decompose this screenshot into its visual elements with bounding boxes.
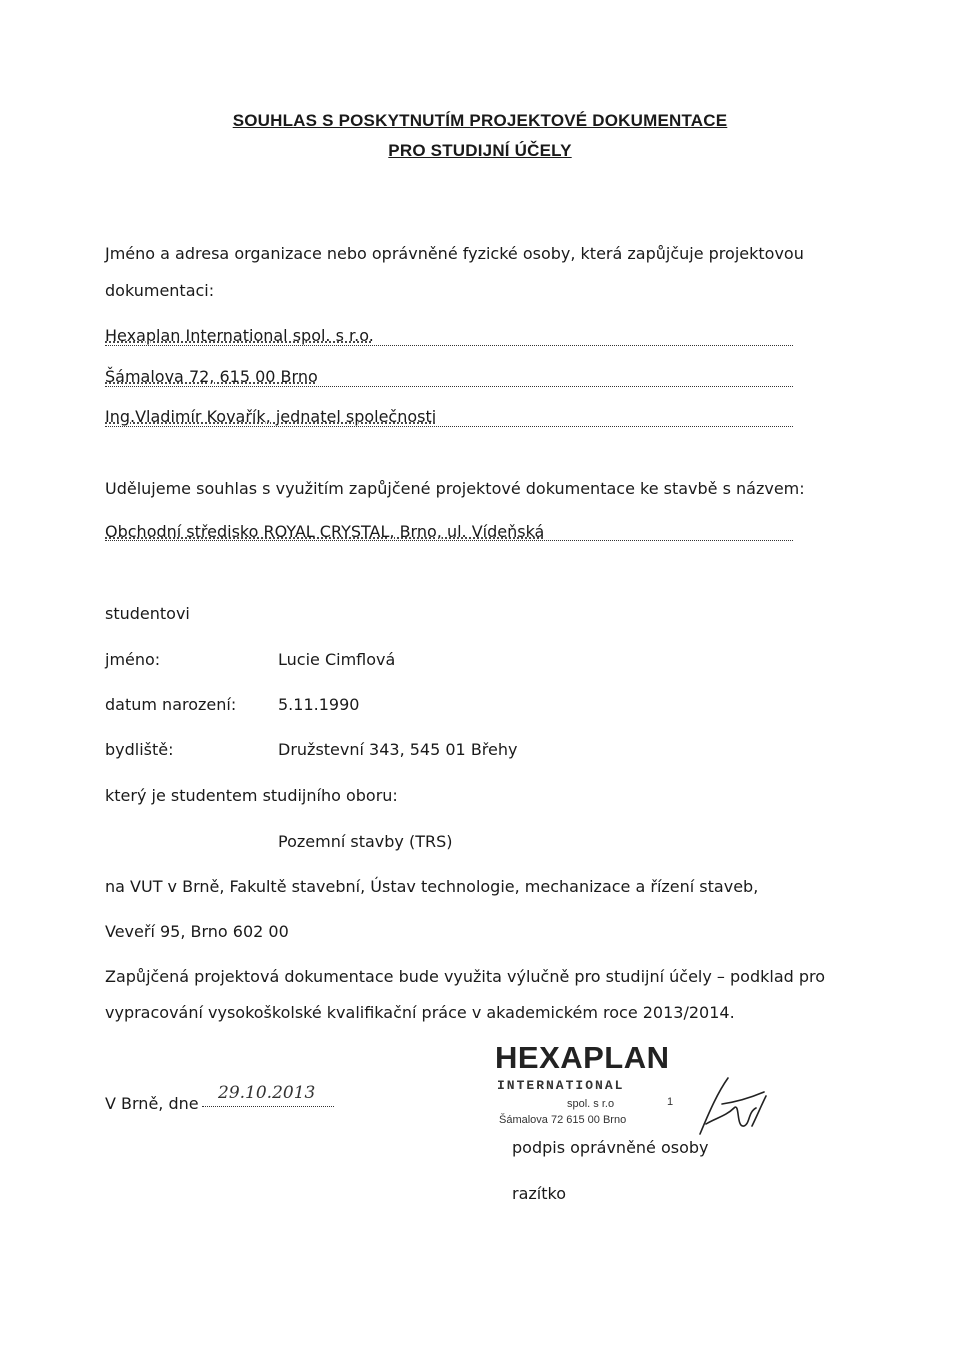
place-date-label: V Brně, dne — [105, 1094, 199, 1113]
organization-intro-line2: dokumentaci: — [105, 281, 215, 300]
organization-address-line — [105, 386, 793, 387]
stamp-subtitle: INTERNATIONAL — [497, 1078, 625, 1093]
organization-representative: Ing.Vladimír Kovařík, jednatel společnosti — [105, 407, 437, 426]
study-field: Pozemní stavby (TRS) — [278, 832, 453, 851]
handwritten-date: 29.10.2013 — [218, 1083, 316, 1103]
student-residence-value: Družstevní 343, 545 01 Břehy — [278, 740, 518, 759]
organization-intro-line1: Jméno a adresa organizace nebo oprávněné fyzické osoby, která zapůjčuje projektovou — [105, 244, 804, 263]
student-name-value: Lucie Cimflová — [278, 650, 396, 669]
authorized-signature-label: podpis oprávněné osoby — [512, 1138, 709, 1157]
study-intro: který je studentem studijního oboru: — [105, 786, 398, 805]
organization-name-line — [105, 345, 793, 346]
company-stamp — [495, 1040, 695, 1132]
purpose-line1: Zapůjčená projektová dokumentace bude využita výlučně pro studijní účely – podklad pro — [105, 967, 826, 986]
student-name-label: jméno: — [105, 650, 161, 669]
organization-representative-line — [105, 426, 793, 427]
student-residence-label: bydliště: — [105, 740, 174, 759]
faculty-address: Veveří 95, Brno 602 00 — [105, 922, 289, 941]
student-birth-label: datum narození: — [105, 695, 237, 714]
faculty-line: na VUT v Brně, Fakultě stavební, Ústav technologie, mechanizace a řízení staveb, — [105, 877, 759, 896]
handwritten-signature — [692, 1068, 772, 1140]
stamp-address: Šámalova 72 615 00 Brno — [499, 1114, 627, 1126]
stamp-number: 1 — [667, 1096, 674, 1108]
student-birth-value: 5.11.1990 — [278, 695, 360, 714]
purpose-line2: vypracování vysokoškolské kvalifikační práce v akademickém roce 2013/2014. — [105, 1003, 735, 1022]
stamp-brand: HEXAPLAN — [495, 1040, 670, 1075]
organization-name: Hexaplan International spol. s r.o. — [105, 326, 374, 345]
consent-text: Udělujeme souhlas s využitím zapůjčené projektové dokumentace ke stavbě s názvem: — [105, 479, 805, 498]
student-heading: studentovi — [105, 604, 190, 623]
document-title-line2: PRO STUDIJNÍ ÚČELY — [388, 141, 572, 160]
stamp-label: razítko — [512, 1184, 566, 1203]
stamp-company-form: spol. s r.o — [567, 1098, 615, 1110]
document-title-line1: SOUHLAS S POSKYTNUTÍM PROJEKTOVÉ DOKUMENTACE — [232, 111, 728, 130]
building-name: Obchodní středisko ROYAL CRYSTAL, Brno, ul. Vídeňská — [105, 522, 545, 541]
date-line — [202, 1106, 334, 1107]
organization-address: Šámalova 72, 615 00 Brno — [105, 367, 318, 386]
